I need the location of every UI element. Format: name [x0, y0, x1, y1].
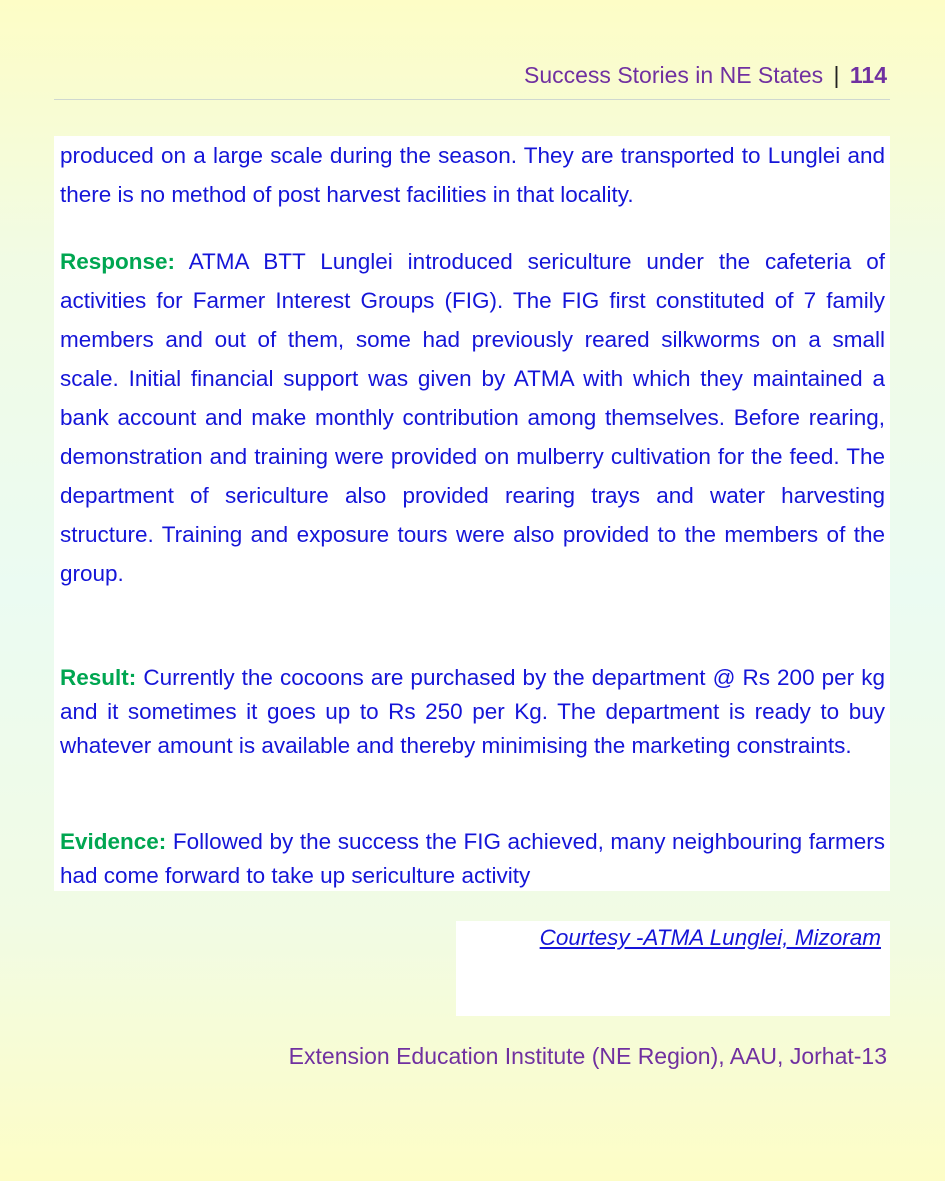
result-text: Currently the cocoons are purchased by the department @ Rs 200 per kg and it sometimes it goes up to Rs 250 per Kg. The department is ready to buy whatever amount is available and thereby minimising the marketing constraints.: [60, 665, 885, 758]
response-text: ATMA BTT Lunglei introduced sericulture under the cafeteria of activities for Farmer Interest Groups (FIG). The FIG first constituted of 7 family members and out of them, some had previously reared silkworms on a small scale. Initial financial support was given by ATMA with which they maintained a bank account and make monthly contribution among themselves. Before rearing, demonstration and training were provided on mulberry cultivation for the feed. The department of sericulture also provided rearing trays and water harvesting structure. Training and exposure tours were also provided to the members of the group.: [60, 249, 885, 586]
page-number: 114: [849, 62, 887, 88]
courtesy-credit: Courtesy -ATMA Lunglei, Mizoram: [539, 925, 881, 950]
response-paragraph: [60, 242, 885, 593]
evidence-paragraph: [60, 825, 885, 893]
page-header: [524, 62, 887, 89]
result-paragraph: [60, 661, 885, 763]
response-label: Response:: [60, 249, 176, 274]
evidence-text: Followed by the success the FIG achieved, many neighbouring farmers had come forward to take up sericulture activity: [60, 829, 885, 888]
courtesy-box: [456, 921, 890, 1016]
result-label: Result:: [60, 665, 137, 690]
header-title: Success Stories in NE States: [524, 62, 824, 88]
intro-paragraph: produced on a large scale during the season. They are transported to Lunglei and there is no method of post harvest facilities in that locality.: [60, 143, 885, 207]
content-box: [54, 136, 890, 891]
header-divider: [54, 99, 890, 100]
page-footer: Extension Education Institute (NE Region), AAU, Jorhat-13: [288, 1043, 887, 1069]
evidence-label: Evidence:: [60, 829, 167, 854]
header-separator: |: [833, 62, 840, 88]
